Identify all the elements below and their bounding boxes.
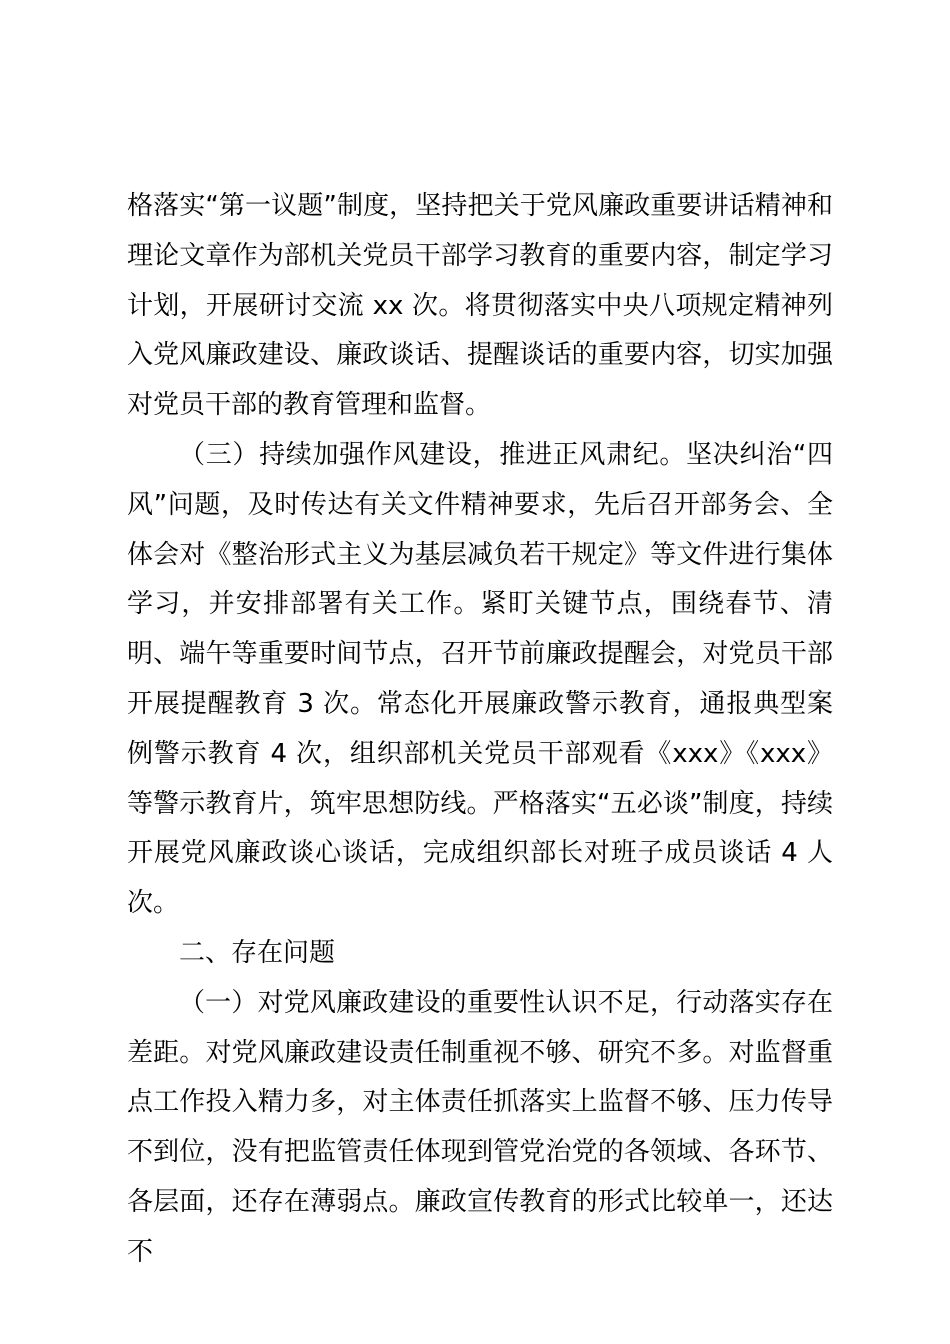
paragraph-problem-1: （一）对党风廉政建设的重要性认识不足，行动落实存在差距。对党风廉政建设责任制重视不够、研究不多。对监督重点工作投入精力多，对主体责任抓落实上监督不够、压力传导不到位，没有把监管责任体现到管党治党的各领域、各环节、各层面，还存在薄弱点。廉政宣传教育的形式比较单一，还达不 [127, 987, 833, 1267]
document-body [127, 182, 833, 1278]
section-heading-problems: 二、存在问题 [179, 937, 336, 968]
paragraph-section-3: （三）持续加强作风建设，推进正风肃纪。坚决纠治“四风”问题，及时传达有关文件精神要求，先后召开部务会、全体会对《整治形式主义为基层减负若干规定》等文件进行集体学习，并安排部署有关工作。紧盯关键节点，围绕春节、清明、端午等重要时间节点，召开节前廉政提醒会，对党员干部开展提醒教育 3 次。常态化开展廉政警示教育，通报典型案例警示教育 4 次，组织部机关党员干部观看《xxx》《xxx》等警示教育片，筑牢思想防线。严格落实“五必谈”制度，持续开展党风廉政谈心谈话，完成组织部长对班子成员谈话 4 人次。 [127, 439, 833, 919]
paragraph-continuation: 格落实“第一议题”制度，坚持把关于党风廉政重要讲话精神和理论文章作为部机关党员干部学习教育的重要内容，制定学习计划，开展研讨交流 xx 次。将贯彻落实中央八项规定精神列入党风廉政建设、廉政谈话、提醒谈话的重要内容，切实加强对党员干部的教育管理和监督。 [127, 191, 833, 421]
